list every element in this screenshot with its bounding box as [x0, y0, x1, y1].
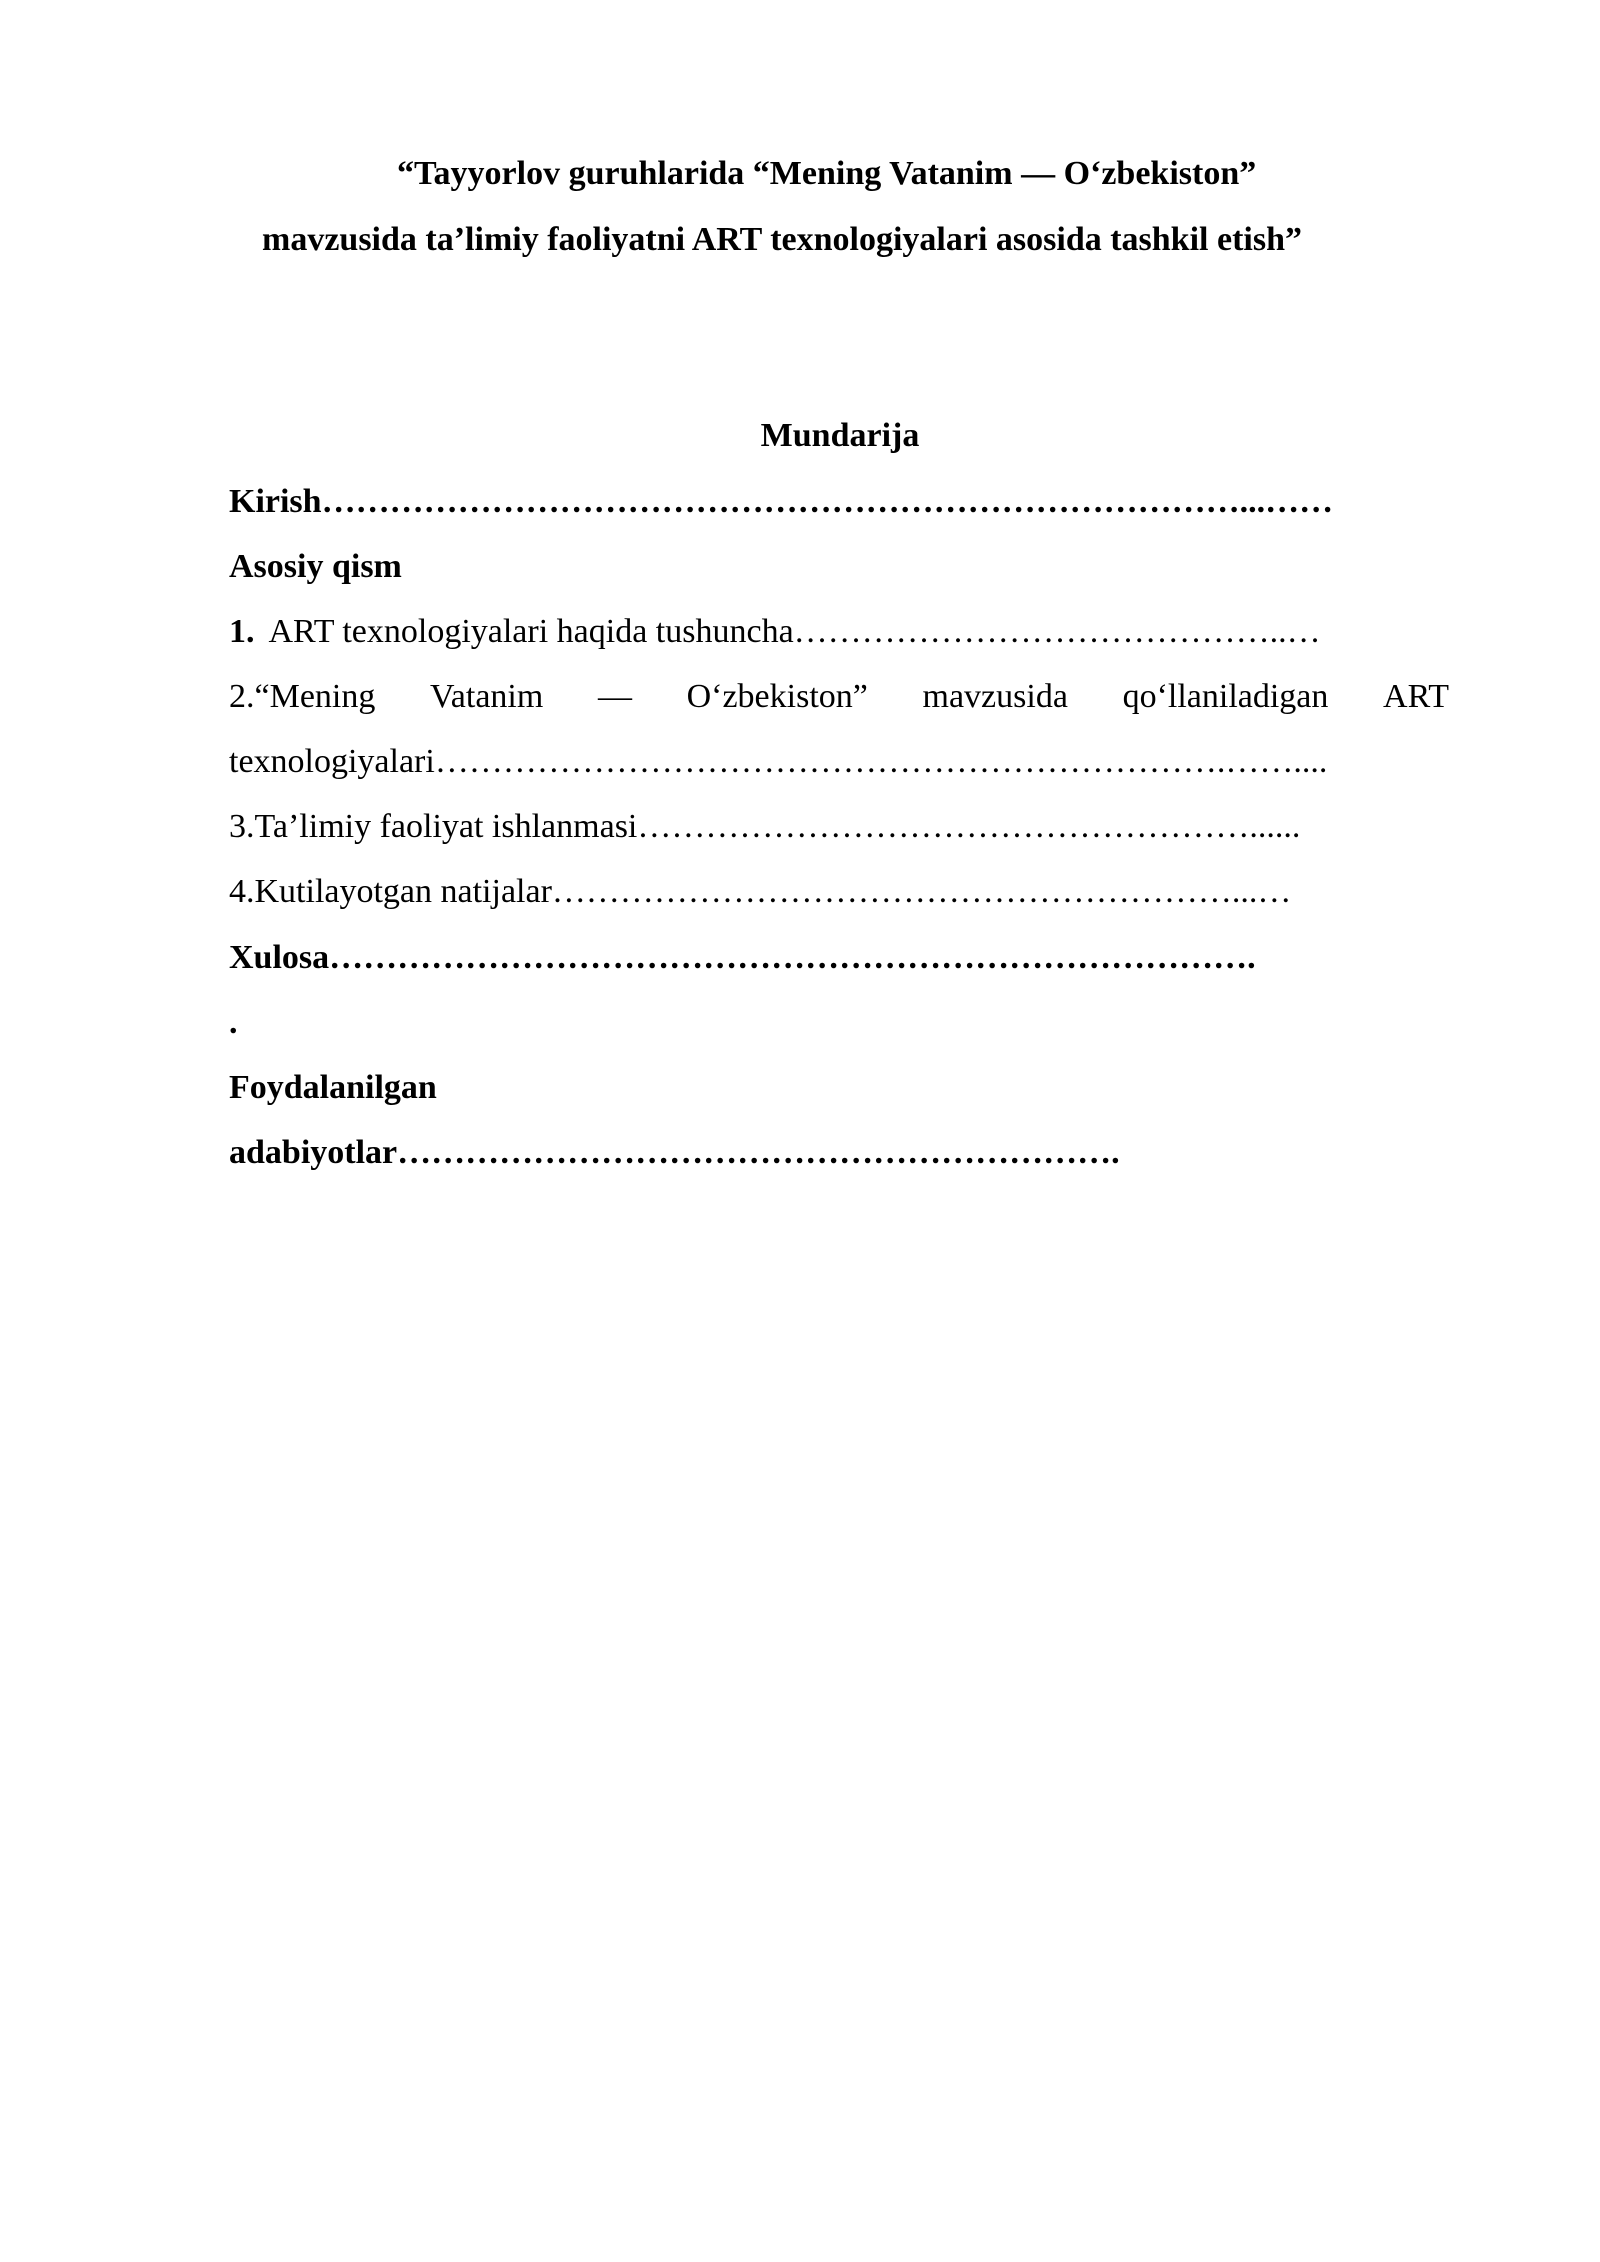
document-title-line-1: “Tayyorlov guruhlarida “Mening Vatanim — O‘zbekiston”: [397, 155, 1257, 192]
toc-entry-intro: Kirish………………………………………………………………………...……: [229, 483, 1334, 520]
toc-entry-1-number: 1.: [229, 613, 255, 650]
toc-entry-2-word: ART: [1383, 678, 1449, 715]
toc-entry-3: 3.Ta’limiy faoliyat ishlanmasi………………………………………………......: [229, 808, 1301, 845]
toc-entry-2-line-2: texnologiyalari…………………………………………………………….……....: [229, 743, 1328, 780]
toc-entry-2-word: Vatanim: [430, 678, 544, 715]
toc-entry-references-line-2: adabiyotlar……………………………………………………….: [229, 1134, 1120, 1171]
toc-entry-conclusion: Xulosa……………………………………………………………………….: [229, 939, 1256, 976]
toc-entry-4: 4.Kutilayotgan natijalar……………………………………………………...…: [229, 873, 1292, 910]
toc-entry-2-line-1: [229, 675, 1449, 719]
toc-entry-2-word: —: [597, 678, 632, 715]
toc-section-main-part: Asosiy qism: [229, 548, 402, 585]
toc-entry-2-word: qo‘llaniladigan: [1122, 678, 1329, 715]
toc-entry-2-word: 2.“Mening: [229, 678, 376, 715]
toc-entry-2-word: mavzusida: [922, 678, 1068, 715]
contents-heading: Mundarija: [760, 417, 920, 454]
toc-entry-1: [229, 610, 1449, 654]
toc-entry-2-word: O‘zbekiston”: [686, 678, 868, 715]
toc-entry-references-line-1: Foydalanilgan: [229, 1069, 437, 1106]
toc-entry-1-text: ART texnologiyalari haqida tushuncha……………………………………..…: [268, 613, 1321, 650]
toc-entry-conclusion-continuation: .: [229, 1004, 238, 1041]
document-title-line-2: mavzusida ta’limiy faoliyatni ART texnologiyalari asosida tashkil etish”: [262, 221, 1302, 258]
